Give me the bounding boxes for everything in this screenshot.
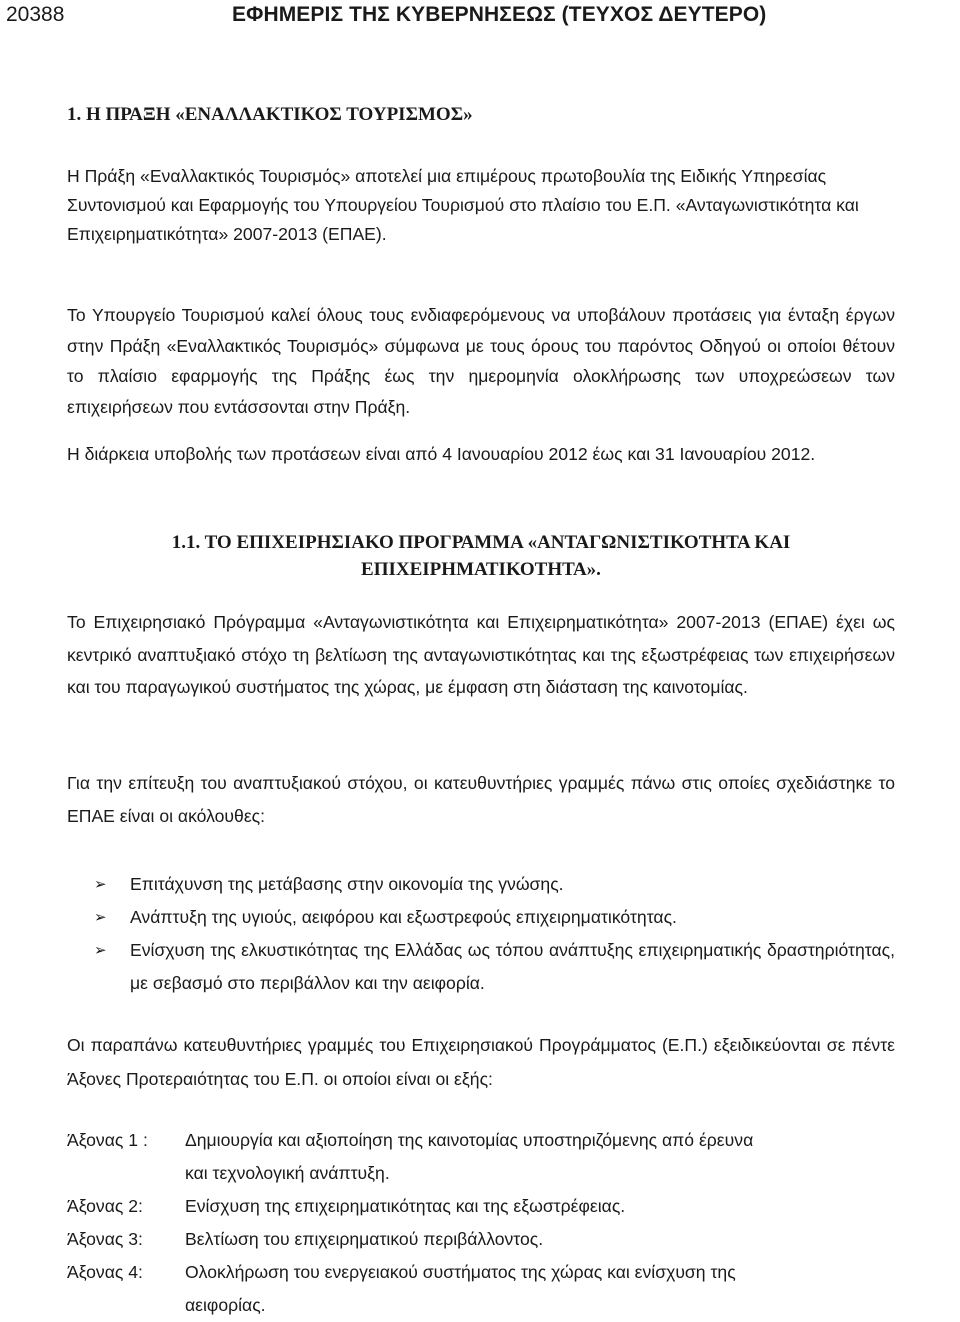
list-item-text: Ανάπτυξη της υγιούς, αειφόρου και εξωστρεφούς επιχειρηματικότητας. — [130, 907, 677, 927]
axis-description: Ενίσχυση της επιχειρηματικότητας και της εξωστρέφειας. — [185, 1196, 626, 1216]
axis-row — [67, 1223, 895, 1256]
axis-row — [67, 1190, 895, 1223]
section-heading: 1. Η ΠΡΑΞΗ «ΕΝΑΛΛΑΚΤΙΚΟΣ ΤΟΥΡΙΣΜΟΣ» — [67, 104, 473, 125]
axis-label: Άξονας 2: — [67, 1196, 143, 1216]
intro-paragraph: Η Πράξη «Εναλλακτικός Τουρισμός» αποτελεί μια επιμέρους πρωτοβουλία της Ειδικής Υπηρεσίας Συντονισμού και Εφαρμογής του Υπουργείου Τουρισμού στο πλαίσιο του Ε.Π. «Ανταγωνιστικότητα και Επιχειρηματικότητα» 2007-2013 (ΕΠΑΕ). — [67, 166, 859, 244]
invitation-paragraph: Το Υπουργείο Τουρισμού καλεί όλους τους ενδιαφερόμενους να υποβάλουν προτάσεις για ένταξη έργων στην Πράξη «Εναλλακτικός Τουρισμός» σύμφωνα με τους όρους του παρόντος Οδηγού οι οποίοι θέτουν το πλαίσιο εφαρμογής της Πράξης έως την ημερομηνία ολοκλήρωσης των υποχρεώσεων των επιχειρήσεων που εντάσσονται στην Πράξη. — [67, 305, 895, 417]
list-item — [94, 868, 895, 901]
page-header — [0, 0, 960, 32]
axis-label: Άξονας 3: — [67, 1229, 143, 1249]
program-paragraph: Το Επιχειρησιακό Πρόγραμμα «Ανταγωνιστικότητα και Επιχειρηματικότητα» 2007-2013 (ΕΠΑΕ) έχει ως κεντρικό αναπτυξιακό στόχο τη βελτίωση της ανταγωνιστικότητας και της εξωστρέφειας των επιχειρήσεων και του παραγωγικού συστήματος της χώρας, με έμφαση στη διάσταση της καινοτομίας. — [67, 612, 895, 697]
list-item-text: Ενίσχυση της ελκυστικότητας της Ελλάδας ως τόπου ανάπτυξης επιχειρηματικής δραστηριότητας, με σεβασμό στο περιβάλλον και την αειφορία. — [130, 940, 895, 993]
page-number: 20388 — [6, 3, 65, 26]
axes-intro-paragraph: Οι παραπάνω κατευθυντήριες γραμμές του Επιχειρησιακού Προγράμματος (Ε.Π.) εξειδικεύονται σε πέντε Άξονες Προτεραιότητας του Ε.Π. οι οποίοι είναι οι εξής: — [67, 1035, 895, 1089]
gazette-title: ΕΦΗΜΕΡΙΣ ΤΗΣ ΚΥΒΕΡΝΗΣΕΩΣ (ΤΕΥΧΟΣ ΔΕΥΤΕΡΟ) — [232, 3, 767, 26]
list-item — [94, 934, 895, 1000]
subsection-heading: 1.1. ΤΟ ΕΠΙΧΕΙΡΗΣΙΑΚΟ ΠΡΟΓΡΑΜΜΑ «ΑΝΤΑΓΩΝΙΣΤΙΚΟΤΗΤΑ ΚΑΙ ΕΠΙΧΕΙΡΗΜΑΤΙΚΟΤΗΤΑ». — [171, 532, 791, 580]
list-item — [94, 901, 895, 934]
submission-period-paragraph: Η διάρκεια υποβολής των προτάσεων είναι από 4 Ιανουαρίου 2012 έως και 31 Ιανουαρίου 2012. — [67, 444, 816, 464]
axis-row — [67, 1256, 895, 1322]
guidelines-intro-paragraph: Για την επίτευξη του αναπτυξιακού στόχου, οι κατευθυντήριες γραμμές πάνω στις οποίες σχεδιάστηκε το ΕΠΑΕ είναι οι ακόλουθες: — [67, 773, 895, 826]
axis-label: Άξονας 1 : — [67, 1130, 148, 1150]
axis-description: Ολοκλήρωση του ενεργειακού συστήματος της χώρας και ενίσχυση της αειφορίας. — [185, 1262, 736, 1315]
axis-description: Βελτίωση του επιχειρηματικού περιβάλλοντος. — [185, 1229, 544, 1249]
axis-label: Άξονας 4: — [67, 1262, 143, 1282]
arrow-bullet-icon: ➢ — [94, 942, 107, 959]
list-item-text: Επιτάχυνση της μετάβασης στην οικονομία της γνώσης. — [130, 874, 564, 894]
arrow-bullet-icon: ➢ — [94, 876, 107, 893]
axis-row — [67, 1124, 895, 1190]
guidelines-list — [94, 868, 895, 1000]
arrow-bullet-icon: ➢ — [94, 909, 107, 926]
axis-description: Δημιουργία και αξιοποίηση της καινοτομίας υποστηριζόμενης από έρευνα και τεχνολογική ανάπτυξη. — [185, 1130, 754, 1183]
priority-axes-list — [67, 1124, 895, 1322]
